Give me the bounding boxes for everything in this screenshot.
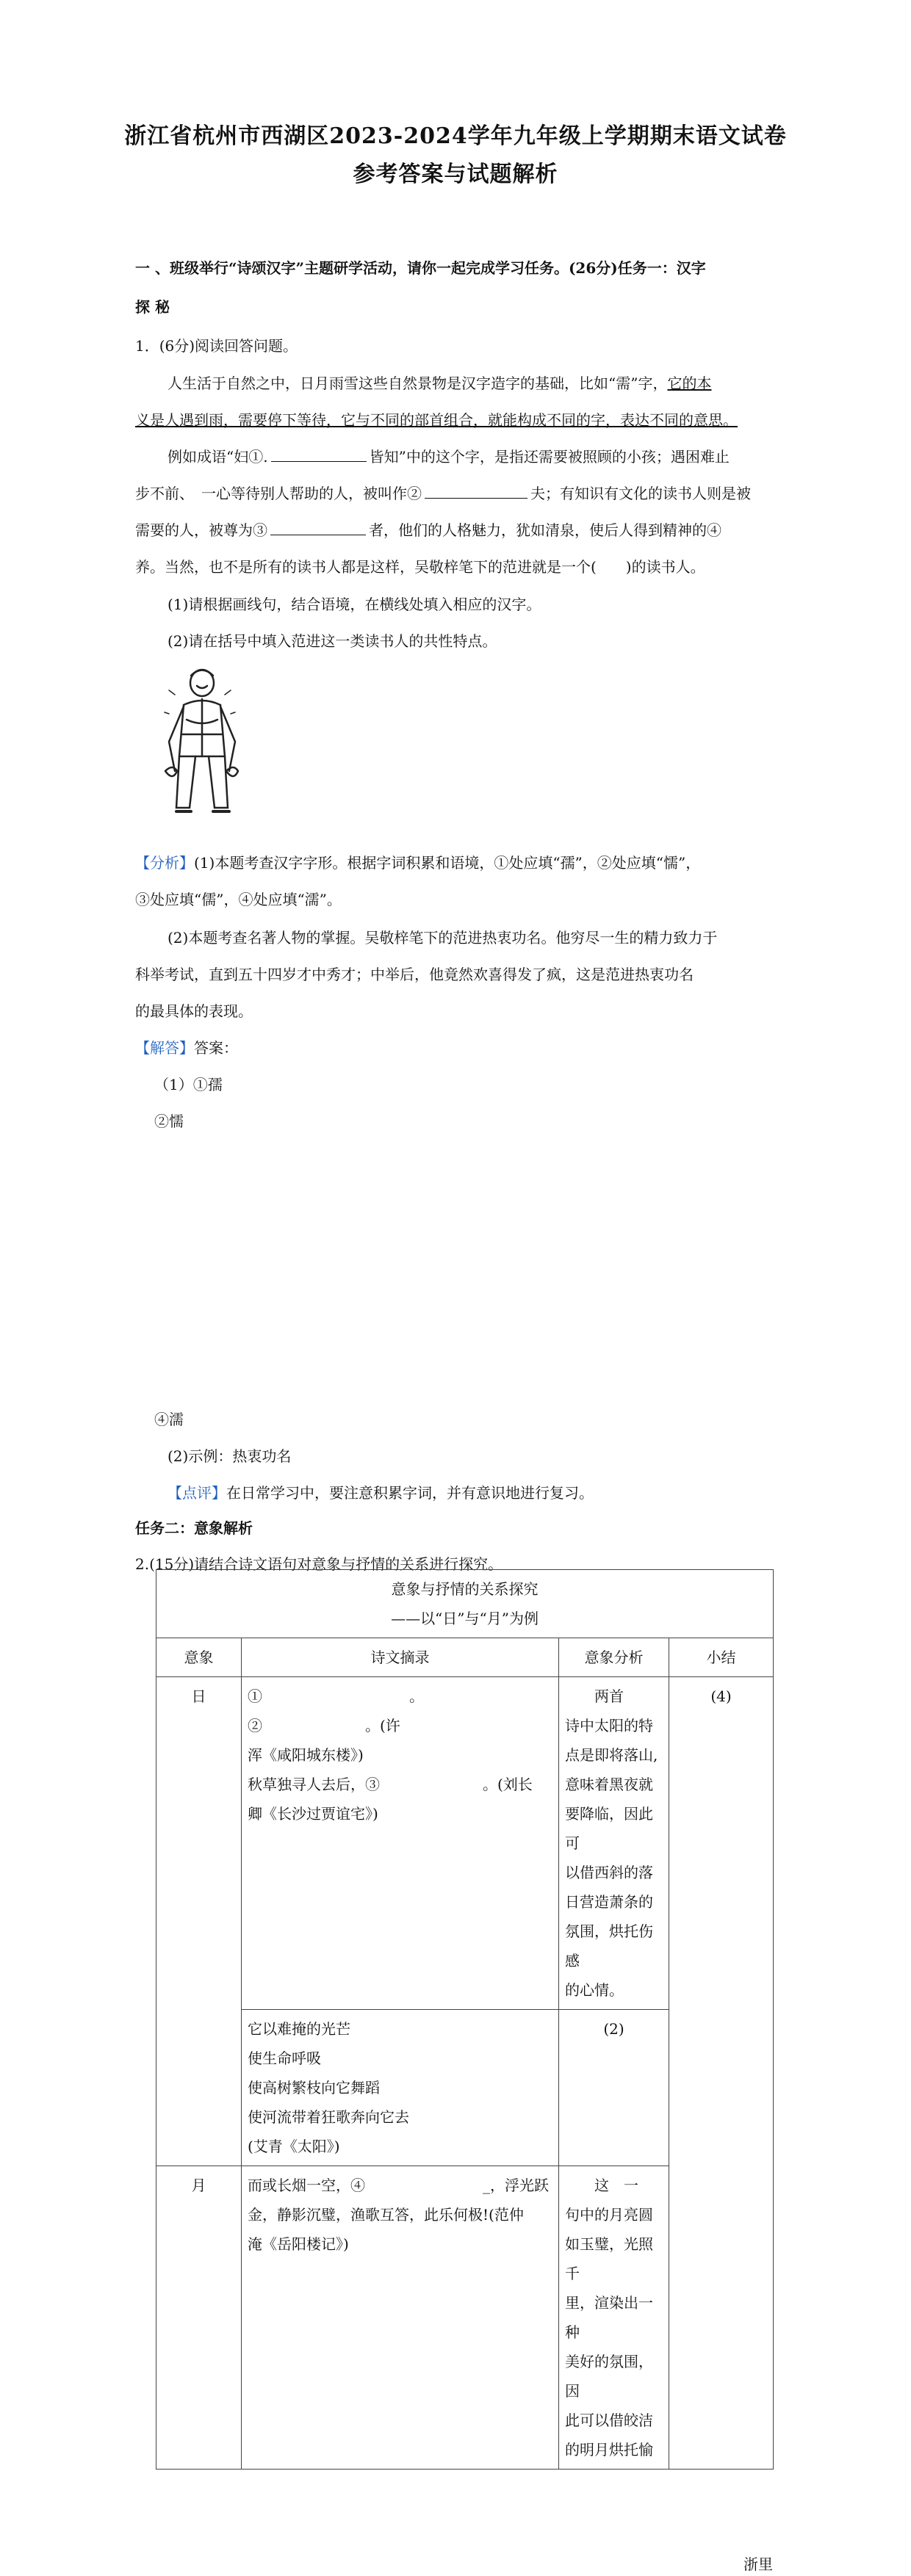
answer-blank-1 — [271, 460, 367, 462]
comment-tag: 【点评】 — [168, 1484, 226, 1502]
comment-line — [168, 1482, 594, 1504]
analysis-line-5: 的最具体的表现。 — [135, 1002, 253, 1020]
answer-line-2: ②懦 — [154, 1112, 184, 1130]
passage-line-6: 养。当然，也不是所有的读书人都是这样，吴敬梓笔下的范进就是一个( )的读书人。 — [135, 558, 705, 576]
question-2-stem: 2.(15分)请结合诗文语句对意象与抒情的关系进行探究。 — [135, 1555, 503, 1573]
analysis-line-3: (2)本题考查名著人物的掌握。吴敬梓笔下的范进热衷功名。他穷尽一生的精力致力于 — [168, 929, 718, 947]
analysis-line: 要降临，因此可 — [565, 1805, 653, 1852]
excerpt-sun — [242, 1677, 559, 2010]
excerpt-line: 使高树繁枝向它舞蹈 — [248, 2079, 380, 2096]
answer-line-3: ④濡 — [154, 1411, 184, 1428]
analysis-line: 的明月烘托愉 — [565, 2441, 653, 2459]
passage-text: 夫；有知识有文化的读书人则是被 — [530, 485, 751, 502]
passage-line-5 — [135, 519, 721, 541]
passage-text: 人生活于自然之中，日月雨雪这些自然景物是汉字造字的基础，比如“需”字， — [168, 375, 668, 392]
imagery-moon: 月 — [156, 2166, 242, 2470]
analysis-line: 点是即将落山, — [565, 1746, 658, 1764]
answer-text: 答案： — [194, 1039, 238, 1057]
analysis-line: 里，渲染出一种 — [565, 2294, 653, 2341]
excerpt-line: 使河流带着狂歌奔向它去 — [248, 2108, 409, 2126]
column-header-analysis: 意象分析 — [559, 1638, 669, 1677]
passage-text: 者，他们的人格魅力，犹如清泉，使后人得到精神的④ — [369, 521, 721, 539]
excerpt-moon — [242, 2166, 559, 2470]
table-row-sun — [156, 1677, 774, 2010]
answer-blank-3 — [270, 534, 366, 535]
excerpt-line: 它以难掩的光芒 — [248, 2020, 350, 2038]
summary-cell: (4) — [669, 1677, 774, 2470]
analysis-line: 氛围，烘托伤感 — [565, 1922, 653, 1969]
excerpt-line: 浑《咸阳城东楼》) — [248, 1746, 364, 1764]
table-title-cell — [156, 1570, 774, 1638]
analysis-line: 意味着黑夜就 — [565, 1776, 653, 1793]
sub-question-1: (1)请根据画线句，结合语境，在横线处填入相应的汉字。 — [168, 596, 541, 613]
analysis-sun — [559, 1677, 669, 2010]
passage-line-3 — [168, 446, 730, 468]
table-title: 意象与抒情的关系探究 — [391, 1580, 539, 1598]
task-2-heading: 任务二：意象解析 — [135, 1519, 253, 1537]
analysis-line-2: ③处应填“儒”，④处应填“濡”。 — [135, 891, 342, 908]
passage-text: 需要的人，被尊为③ — [135, 521, 267, 539]
answer-line-1: （1）①孺 — [154, 1076, 223, 1093]
analysis-line: 此可以借皎洁 — [565, 2412, 653, 2429]
answer-line-4: (2)示例：热衷功名 — [168, 1447, 292, 1465]
analysis-moon — [559, 2166, 669, 2470]
page-subtitle: 参考答案与试题解析 — [353, 162, 558, 187]
passage-line-1 — [168, 372, 785, 394]
analysis-line: 句中的月亮圆 — [565, 2206, 653, 2224]
analysis-line: 的心情。 — [565, 1981, 624, 1999]
excerpt-line: 淹《岳阳楼记》) — [248, 2235, 349, 2253]
analysis-line: 两首 — [565, 1687, 624, 1705]
imagery-relation-table — [156, 1569, 774, 2470]
passage-text: 皆知”中的这个字，是指还需要被照顾的小孩；遇困难止 — [369, 448, 730, 466]
sub-question-2: (2)请在括号中填入范进这一类读书人的共性特点。 — [168, 632, 497, 650]
answer-tag: 【解答】 — [135, 1039, 194, 1057]
section-heading-cont: 探 秘 — [135, 298, 170, 316]
excerpt-line: 金，静影沉璧，渔歌互答，此乐何极!(范仲 — [248, 2206, 524, 2224]
excerpt-line: ① 。② 。(许 — [248, 1687, 424, 1734]
answer-line-intro — [135, 1037, 238, 1059]
analysis-line: 日营造萧条的 — [565, 1893, 653, 1911]
column-header-summary: 小结 — [669, 1638, 774, 1677]
analysis-sun-2: (2) — [559, 2010, 669, 2166]
imagery-sun: 日 — [156, 1677, 242, 2166]
excerpt-line: 而或长烟一空，④ _，浮光跃 — [248, 2177, 549, 2194]
section-heading: 一 、班级举行“诗颂汉字”主题研学活动，请你一起完成学习任务。(26分)任务一：汉字 — [135, 259, 706, 277]
passage-text: 步不前、 一心等待别人帮助的人，被叫作② — [135, 485, 422, 502]
scholar-illustration — [154, 661, 250, 837]
excerpt-line: (艾青《太阳》) — [248, 2138, 340, 2155]
footer-watermark: 浙里 — [743, 2555, 773, 2573]
column-header-imagery: 意象 — [156, 1638, 242, 1677]
analysis-line-1 — [135, 852, 700, 874]
analysis-line: 诗中太阳的特 — [565, 1717, 653, 1734]
excerpt-sun-2 — [242, 2010, 559, 2166]
table-subtitle: ——以“日”与“月”为例 — [391, 1610, 539, 1627]
comment-text: 在日常学习中，要注意积累字词，并有意识地进行复习。 — [226, 1484, 594, 1502]
analysis-line: 美好的氛围，因 — [565, 2353, 653, 2400]
excerpt-line: 秋草独寻人去后，③ 。(刘长 — [248, 1776, 533, 1793]
table-title-row — [156, 1570, 774, 1638]
analysis-line-4: 科举考试，直到五十四岁才中秀才；中举后，他竟然欢喜得发了疯，这是范进热衷功名 — [135, 966, 694, 983]
passage-line-4 — [135, 482, 751, 504]
analysis-tag: 【分析】 — [135, 854, 194, 872]
question-1-stem: 1．(6分)阅读回答问题。 — [135, 337, 298, 355]
column-header-excerpt: 诗文摘录 — [242, 1638, 559, 1677]
analysis-line: 如玉璧，光照千 — [565, 2235, 653, 2282]
passage-line-2: 义是人遇到雨，需要停下等待，它与不同的部首组合，就能构成不同的字，表达不同的意思。 — [135, 411, 738, 429]
answer-blank-2 — [425, 497, 527, 499]
page-title: 浙江省杭州市西湖区2023-2024学年九年级上学期期末语文试卷 — [124, 123, 787, 149]
underlined-sentence: 它的本 — [667, 375, 712, 392]
analysis-line: 以借西斜的落 — [565, 1864, 653, 1881]
excerpt-line: 使生命呼吸 — [248, 2049, 321, 2067]
analysis-line: 这 一 — [565, 2177, 638, 2194]
excerpt-line: 卿《长沙过贾谊宅》) — [248, 1805, 378, 1823]
analysis-text: (1)本题考查汉字字形。根据字词积累和语境，①处应填“孺”，②处应填“懦”， — [194, 854, 701, 872]
passage-text: 例如成语“妇①. — [168, 448, 268, 466]
table-header-row — [156, 1638, 774, 1677]
